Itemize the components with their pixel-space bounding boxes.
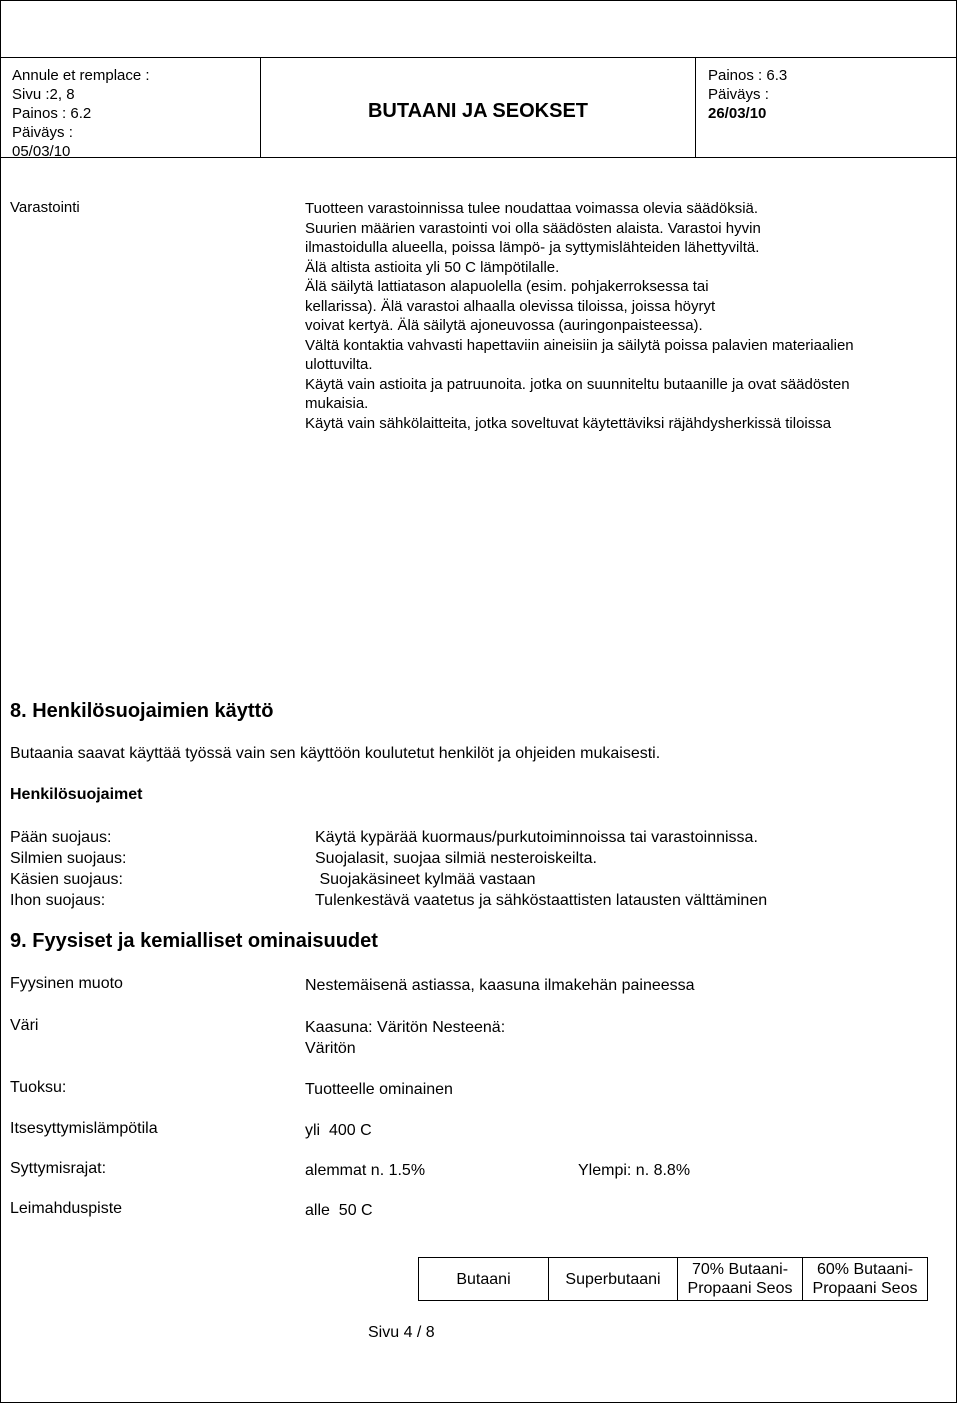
header-top-rule <box>0 57 957 58</box>
section-8-paragraph: Butaania saavat käyttää työssä vain sen käyttöön koulutetut henkilöt ja ohjeiden mukaisesti. <box>10 745 661 762</box>
storage-line: ilmastoidulla alueella, poissa lämpö- ja syttymislähteiden lähettyviltä. <box>305 239 760 256</box>
ppe-values <box>315 827 767 911</box>
header-right-line: Päiväys : <box>708 86 769 103</box>
header-left-line: 05/03/10 <box>12 143 71 160</box>
flammability-upper: Ylempi: n. 8.8% <box>578 1162 691 1179</box>
autoignition-label: Itsesyttymislämpötila <box>10 1120 158 1137</box>
color-value-line: Väritön <box>305 1040 356 1057</box>
ppe-eye-label: Silmien suojaus: <box>10 850 127 867</box>
header-left-line: Päiväys : <box>12 124 73 141</box>
section-8-heading: 8. Henkilösuojaimien käyttö <box>10 700 274 722</box>
storage-line: voivat kertyä. Älä säilytä ajoneuvossa (auringonpaisteessa). <box>305 317 703 334</box>
flammability-lower: alemmat n. 1.5% <box>305 1162 426 1179</box>
storage-line: Käytä vain astioita ja patruunoita. jotka on suunniteltu butaanille ja ovat säädösten <box>305 375 850 393</box>
storage-text <box>305 199 945 433</box>
table-header-cell: 70% Butaani-Propaani Seos <box>678 1258 803 1301</box>
flash-point-label: Leimahduspiste <box>10 1200 123 1217</box>
header-left-info <box>12 66 150 161</box>
flammability-label: Syttymisrajat: <box>10 1160 107 1177</box>
ppe-head-value: Käytä kypärää kuormaus/purkutoiminnoissa tai varastoinnissa. <box>315 829 758 846</box>
header-right-line: 26/03/10 <box>708 105 767 122</box>
storage-line: Älä säilytä lattiatason alapuolella (esim. pohjakerroksessa tai <box>305 278 709 295</box>
table-header-cell: 60% Butaani-Propaani Seos <box>803 1258 928 1301</box>
header-left-line: Sivu :2, 8 <box>12 86 75 103</box>
physical-form-value: Nestemäisenä astiassa, kaasuna ilmakehän paineessa <box>305 977 695 994</box>
ppe-hand-label: Käsien suojaus: <box>10 871 123 888</box>
header-divider-right <box>695 57 696 157</box>
table-header-cell: Superbutaani <box>549 1258 678 1301</box>
ppe-labels <box>10 827 127 911</box>
header-left-line: Painos : 6.2 <box>12 105 92 122</box>
storage-line: Suurien määrien varastointi voi olla säädösten alaista. Varastoi hyvin <box>305 219 761 237</box>
ppe-head-label: Pään suojaus: <box>10 829 112 846</box>
color-value <box>305 1017 505 1059</box>
table-header-row <box>419 1258 928 1301</box>
ppe-skin-label: Ihon suojaus: <box>10 892 106 909</box>
odor-label: Tuoksu: <box>10 1079 67 1096</box>
storage-line: Käytä vain sähkölaitteita, jotka soveltuvat käytettäviksi räjähdysherkissä tiloissa <box>305 414 832 432</box>
storage-label: Varastointi <box>10 199 80 216</box>
section-9-heading: 9. Fyysiset ja kemialliset ominaisuudet <box>10 930 378 952</box>
page-number: Sivu 4 / 8 <box>368 1324 435 1341</box>
storage-line: kellarissa). Älä varastoi alhaalla olevissa tiloissa, joissa höyryt <box>305 297 716 315</box>
ppe-hand-value: Suojakäsineet kylmää vastaan <box>315 871 536 888</box>
color-value-line: Kaasuna: Väritön Nesteenä: <box>305 1019 506 1036</box>
autoignition-value: yli 400 C <box>305 1122 372 1139</box>
storage-line: ulottuvilta. <box>305 356 373 373</box>
ppe-eye-value: Suojalasit, suojaa silmiä nesteroiskeilta. <box>315 850 597 867</box>
odor-value: Tuotteelle ominainen <box>305 1081 453 1098</box>
ppe-subheading: Henkilösuojaimet <box>10 786 143 803</box>
header-right-info <box>708 66 787 123</box>
storage-line: mukaisia. <box>305 395 369 412</box>
storage-line: Tuotteen varastoinnissa tulee noudattaa voimassa olevia säädöksiä. <box>305 200 759 217</box>
product-comparison-table <box>418 1257 928 1301</box>
header-left-line: Annule et remplace : <box>12 67 150 84</box>
storage-line: Älä altista astioita yli 50 C lämpötilalle. <box>305 258 560 276</box>
document-title: BUTAANI JA SEOKSET <box>367 100 589 122</box>
table-header-cell: Butaani <box>419 1258 549 1301</box>
storage-line: Vältä kontaktia vahvasti hapettaviin aineisiin ja säilytä poissa palavien materiaalien <box>305 336 854 354</box>
ppe-skin-value: Tulenkestävä vaatetus ja sähköstaattisten latausten välttäminen <box>315 892 768 909</box>
header-right-line: Painos : 6.3 <box>708 67 788 84</box>
color-label: Väri <box>10 1017 39 1034</box>
physical-form-label: Fyysinen muoto <box>10 975 123 992</box>
flash-point-value: alle 50 C <box>305 1202 373 1219</box>
